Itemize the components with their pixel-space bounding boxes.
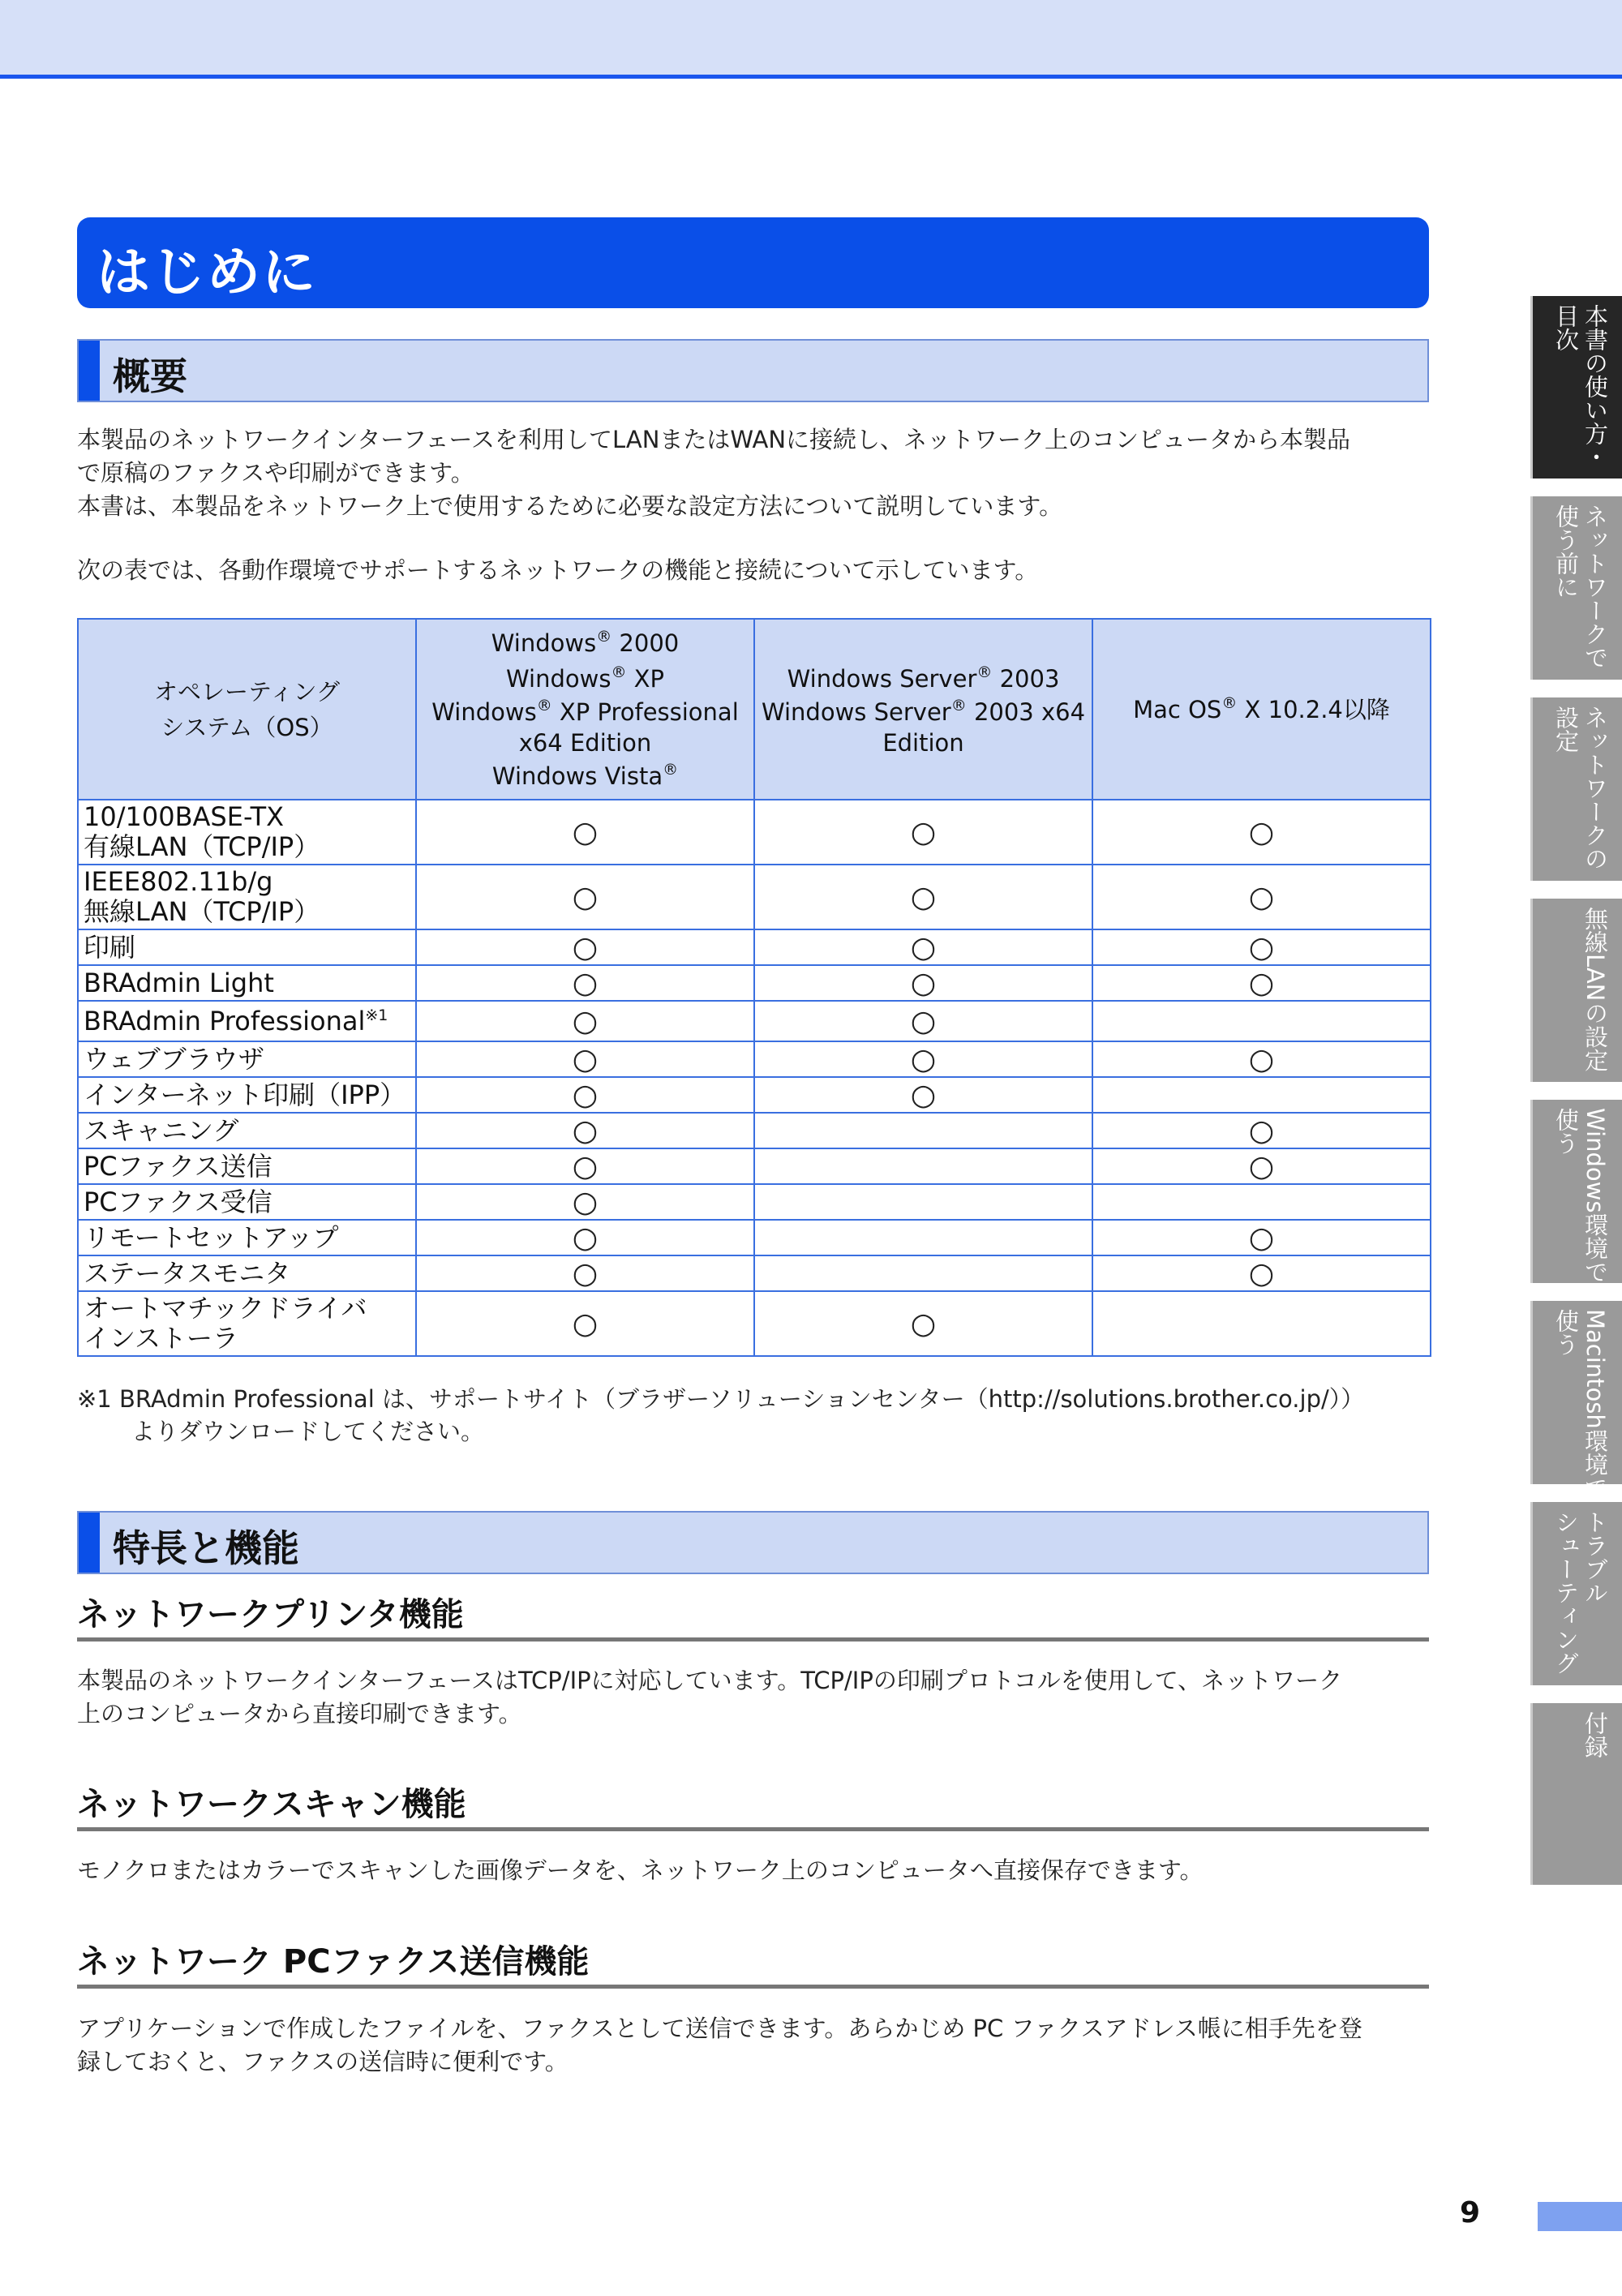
support-mark: ○ [572,966,599,1000]
page-header-band [0,0,1622,79]
table-row [78,1291,1431,1356]
support-mark: ○ [572,1078,599,1112]
support-cell [1092,1041,1431,1077]
support-mark: ○ [1248,815,1275,849]
side-tab-before-network[interactable]: ネットワークで 使う前に [1530,496,1622,680]
footnote-line: よりダウンロードしてください。 [131,1418,485,1445]
support-cell [754,1255,1092,1291]
feature-label-cell: ウェブブラウザ [78,1041,416,1077]
support-mark: ○ [1248,966,1275,1000]
support-mark: ○ [572,1149,599,1183]
table-row [78,800,1431,865]
overview-line: 本書は、本製品をネットワーク上で使用するために必要な設定方法について説明しています。 [77,492,1063,520]
support-cell [1092,1113,1431,1148]
network-scan-line: モノクロまたはカラーでスキャンした画像データを、ネットワーク上のコンピュータへ直接保存できます。 [77,1856,1204,1884]
support-cell [754,929,1092,965]
windows-client-header-cell: Windows® 2000 Windows® XP Windows® XP Professional x64 Edition Windows Vista® [416,619,754,800]
support-mark: ○ [572,1307,599,1341]
page-number: 9 [1460,2196,1481,2229]
support-cell [416,865,754,929]
support-cell [416,1077,754,1113]
subheading-network-pcfax-text: ネットワーク PCファクス送信機能 [77,1943,590,1981]
support-mark: ○ [1248,1221,1275,1255]
feature-label-cell: ステータスモニタ [78,1255,416,1291]
support-cell [754,800,1092,865]
table-row [78,1220,1431,1255]
support-cell [754,1113,1092,1148]
support-cell [1092,1148,1431,1184]
support-mark: ○ [572,930,599,964]
support-cell [416,800,754,865]
subheading-network-printer [77,1594,1429,1642]
table-row [78,1113,1431,1148]
table-row [78,1077,1431,1113]
support-mark: ○ [572,815,599,849]
os-header-cell: オペレーティング システム（OS） [78,619,416,800]
network-pcfax-line: アプリケーションで作成したファイルを、ファクスとして送信できます。あらかじめ PC ファクスアドレス帳に相手先を登 [77,2015,1362,2042]
table-row [78,1041,1431,1077]
support-mark: ○ [910,1004,937,1038]
section-heading-overview [77,339,1429,402]
feature-label-cell: 10/100BASE-TX 有線LAN（TCP/IP） [78,800,416,865]
support-mark: ○ [1248,1149,1275,1183]
support-cell [416,1291,754,1356]
support-mark: ○ [910,815,937,849]
support-cell [754,1184,1092,1220]
support-mark: ○ [572,880,599,914]
support-mark: ○ [910,930,937,964]
support-cell [1092,800,1431,865]
table-row [78,1001,1431,1041]
support-cell [1092,929,1431,965]
feature-label-cell: リモートセットアップ [78,1220,416,1255]
support-cell [754,1148,1092,1184]
side-tab-wireless-lan[interactable]: 無線LANの設定 [1530,899,1622,1082]
section-heading-overview-text: 概要 [113,354,187,398]
network-pcfax-line: 録しておくと、ファクスの送信時に便利です。 [77,2048,569,2075]
support-mark: ○ [572,1004,599,1038]
feature-label-cell: BRAdmin Light [78,965,416,1001]
support-mark: ○ [910,1307,937,1341]
support-cell [416,1113,754,1148]
network-printer-line: 本製品のネットワークインターフェースはTCP/IPに対応しています。TCP/IPの印刷プロトコルを使用して、ネットワーク [77,1667,1343,1694]
support-mark: ○ [572,1221,599,1255]
support-cell [416,1001,754,1041]
overview-line: 本製品のネットワークインターフェースを利用してLANまたはWANに接続し、ネットワーク上のコンピュータから本製品 [77,426,1351,453]
footnote-line: ※1 BRAdmin Professional は、サポートサイト（ブラザーソリューションセンター（http://solutions.brother.co.jp/）） [77,1385,1365,1413]
table-intro-line: 次の表では、各動作環境でサポートするネットワークの機能と接続について示しています。 [77,556,1039,584]
support-cell [754,1077,1092,1113]
support-mark: ○ [1248,930,1275,964]
feature-label-cell: BRAdmin Professional$^{※1}$ [78,1001,416,1041]
support-cell [1092,1255,1431,1291]
side-tab-macintosh[interactable]: Macintosh環境で 使う [1530,1301,1622,1484]
support-cell [416,1255,754,1291]
network-scan-paragraph [77,1854,1433,1887]
support-mark: ○ [910,1078,937,1112]
table-row [78,1255,1431,1291]
overview-line: で原稿のファクスや印刷ができます。 [77,459,474,487]
support-mark: ○ [1248,1256,1275,1290]
support-cell [1092,1291,1431,1356]
page-title: はじめに [97,241,317,303]
support-mark: ○ [910,880,937,914]
side-tab-contents[interactable]: 本書の使い方・ 目次 [1530,296,1622,479]
support-cell [754,865,1092,929]
support-mark: ○ [1248,880,1275,914]
feature-label-cell: IEEE802.11b/g 無線LAN（TCP/IP） [78,865,416,929]
windows-server-header-cell: Windows Server® 2003 Windows Server® 2003 x64 Edition [754,619,1092,800]
network-printer-line: 上のコンピュータから直接印刷できます。 [77,1700,522,1727]
table-row [78,929,1431,965]
support-mark: ○ [1248,1114,1275,1148]
os-support-table [77,618,1431,1357]
section-heading-features-text: 特長と機能 [113,1526,299,1570]
support-mark: ○ [910,1042,937,1076]
subheading-network-printer-text: ネットワークプリンタ機能 [77,1596,464,1633]
table-row [78,965,1431,1001]
subheading-network-scan-text: ネットワークスキャン機能 [77,1786,466,1823]
support-cell [416,1041,754,1077]
support-mark: ○ [572,1114,599,1148]
support-cell [1092,1077,1431,1113]
support-mark: ○ [1248,1042,1275,1076]
subheading-network-scan [77,1784,1429,1831]
section-heading-features [77,1511,1429,1574]
feature-label-cell: 印刷 [78,929,416,965]
table-header-row [78,619,1431,800]
side-tab-network-settings[interactable]: ネットワークの 設定 [1530,697,1622,881]
support-cell [754,1041,1092,1077]
feature-label-cell: スキャニング [78,1113,416,1148]
support-mark: ○ [572,1042,599,1076]
side-tab-appendix[interactable]: 付録 [1530,1703,1622,1885]
support-cell [754,1220,1092,1255]
support-cell [754,1001,1092,1041]
support-mark: ○ [572,1256,599,1290]
support-cell [754,1291,1092,1356]
feature-label-cell: オートマチックドライバ インストーラ [78,1291,416,1356]
support-cell [1092,1220,1431,1255]
support-cell [1092,965,1431,1001]
network-pcfax-paragraph [77,2012,1433,2079]
support-mark: ○ [572,1185,599,1219]
feature-label-cell: PCファクス受信 [78,1184,416,1220]
support-cell [416,929,754,965]
side-tab-windows[interactable]: Windows環境で 使う [1530,1100,1622,1283]
table-row [78,1184,1431,1220]
footnote [77,1383,1433,1448]
support-cell [754,965,1092,1001]
support-cell [1092,1184,1431,1220]
support-mark: ○ [910,966,937,1000]
support-cell [416,1220,754,1255]
overview-paragraph [77,423,1433,523]
table-intro-paragraph [77,554,1433,587]
page-number-bar [1538,2202,1622,2231]
support-cell [416,1148,754,1184]
side-tab-troubleshooting[interactable]: トラブル シューティング [1530,1502,1622,1685]
feature-label-cell: インターネット印刷（IPP） [78,1077,416,1113]
table-row [78,1148,1431,1184]
network-printer-paragraph [77,1664,1433,1731]
table-row [78,865,1431,929]
mac-header-cell: Mac OS® X 10.2.4以降 [1092,619,1431,800]
support-cell [1092,865,1431,929]
feature-label-cell: PCファクス送信 [78,1148,416,1184]
page-title-bar [77,217,1429,308]
support-cell [416,965,754,1001]
support-cell [416,1184,754,1220]
subheading-network-pcfax [77,1942,1429,1989]
support-cell [1092,1001,1431,1041]
